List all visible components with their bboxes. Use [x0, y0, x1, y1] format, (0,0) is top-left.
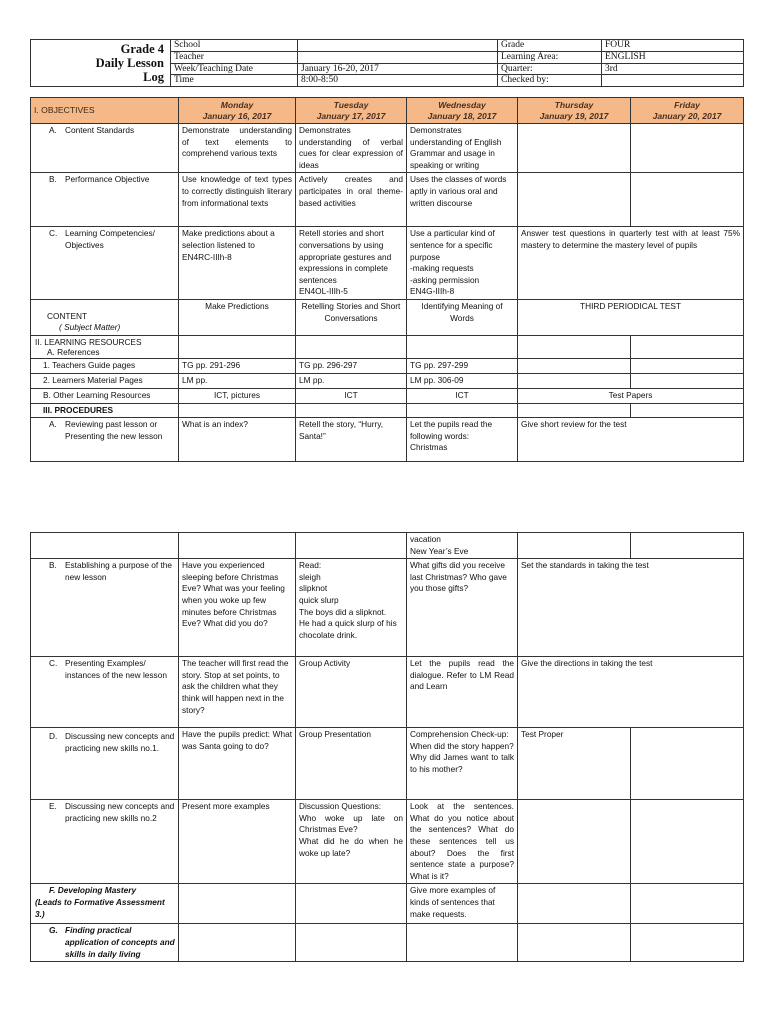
- other-resources-wed: ICT: [407, 388, 518, 403]
- developing-tue: [296, 884, 407, 924]
- learners-material-wed: LM pp. 306-09: [407, 373, 518, 388]
- discussing1-thu: Test Proper: [518, 728, 631, 800]
- developing-label: F. Developing Mastery (Leads to Formative Assessment 3.): [31, 884, 179, 924]
- presenting-thu-fri: Give the directions in taking the test: [518, 657, 744, 728]
- reviewing-mon: What is an index?: [179, 418, 296, 462]
- performance-mon: Use knowledge of text types to correctly distinguish literary from informational texts: [179, 173, 296, 227]
- discussing1-wed: Comprehension Check-up: When did the story happen? Why did James want to talk to his mother?: [407, 728, 518, 800]
- time-label: Time: [171, 75, 298, 87]
- performance-tue: Actively creates and participates in oral theme-based activities: [296, 173, 407, 227]
- presenting-tue: Group Activity: [296, 657, 407, 728]
- procedures-mon: [179, 403, 296, 418]
- competencies-tue: Retell stories and short conversations by using appropriate gestures and expressions in complete sentences EN4OL-IIIh-5: [296, 227, 407, 300]
- establishing-thu-fri: Set the standards in taking the test: [518, 559, 744, 657]
- other-resources-thu-fri: Test Papers: [518, 388, 744, 403]
- establishing-tue: Read: sleigh slipknot quick slurp The boys did a slipknot. He had a quick slurp of his chocolate drink.: [296, 559, 407, 657]
- area-value: ENGLISH: [602, 51, 744, 63]
- other-resources-mon: ICT, pictures: [179, 388, 296, 403]
- dll-table-page2: [30, 532, 744, 962]
- finding-thu: [518, 924, 631, 962]
- header-table: [30, 39, 744, 87]
- discussing1-mon: Have the pupils predict: What was Santa going to do?: [179, 728, 296, 800]
- school-value: [298, 40, 498, 52]
- presenting-mon: The teacher will first read the story. Stop at set points, to ask the children what they think will happen next in the story?: [179, 657, 296, 728]
- learners-material-mon: LM pp.: [179, 373, 296, 388]
- performance-wed: Uses the classes of words aptly in various oral and written discourse: [407, 173, 518, 227]
- learners-material-fri: [631, 373, 744, 388]
- continued-wed: vacation New Year’s Eve: [407, 533, 518, 559]
- discussing2-wed: Look at the sentences. What do you notice about the sentences? What do these sentences tell us about? Does the first sentence state a purpose? What is it?: [407, 800, 518, 884]
- teachers-guide-fri: [631, 358, 744, 373]
- content-mon: Make Predictions: [179, 299, 296, 335]
- discussing2-mon: Present more examples: [179, 800, 296, 884]
- continued-tue: [296, 533, 407, 559]
- content-standards-thu: [518, 124, 631, 173]
- content-label: CONTENT ( Subject Matter): [31, 299, 179, 335]
- reviewing-label: A. Reviewing past lesson or Presenting the new lesson: [31, 418, 179, 462]
- day-header-wednesday: Wednesday January 18, 2017: [407, 98, 518, 124]
- quarter-label: Quarter:: [498, 63, 602, 75]
- establishing-mon: Have you experienced sleeping before Christmas Eve? What was your feeling when you woke up few minutes before Christmas Eve? What did you do?: [179, 559, 296, 657]
- grade-label: Grade: [498, 40, 602, 52]
- reviewing-thu-fri: Give short review for the test: [518, 418, 744, 462]
- continued-thu: [518, 533, 631, 559]
- learning-resources-wed: [407, 335, 518, 358]
- checked-label: Checked by:: [498, 75, 602, 87]
- reviewing-wed: Let the pupils read the following words: Christmas: [407, 418, 518, 462]
- performance-fri: [631, 173, 744, 227]
- finding-wed: [407, 924, 518, 962]
- other-resources-label: B. Other Learning Resources: [31, 388, 179, 403]
- content-tue: Retelling Stories and Short Conversations: [296, 299, 407, 335]
- teachers-guide-label: 1. Teachers Guide pages: [31, 358, 179, 373]
- competencies-label: C. Learning Competencies/ Objectives: [31, 227, 179, 300]
- procedures-tue: [296, 403, 407, 418]
- finding-mon: [179, 924, 296, 962]
- finding-tue: [296, 924, 407, 962]
- reviewing-tue: Retell the story, “Hurry, Santa!”: [296, 418, 407, 462]
- presenting-label: C. Presenting Examples/ instances of the new lesson: [31, 657, 179, 728]
- learning-resources-thu: [518, 335, 631, 358]
- teachers-guide-wed: TG pp. 297-299: [407, 358, 518, 373]
- learning-resources-fri: [631, 335, 744, 358]
- school-label: School: [171, 40, 298, 52]
- time-value: 8:00-8:50: [298, 75, 498, 87]
- finding-fri: [631, 924, 744, 962]
- learners-material-label: 2. Learners Material Pages: [31, 373, 179, 388]
- area-label: Learning Area:: [498, 51, 602, 63]
- dll-title: [31, 40, 171, 87]
- grade-value: FOUR: [602, 40, 744, 52]
- teachers-guide-tue: TG pp. 296-297: [296, 358, 407, 373]
- other-resources-tue: ICT: [296, 388, 407, 403]
- content-wed: Identifying Meaning of Words: [407, 299, 518, 335]
- teacher-value: [298, 51, 498, 63]
- week-label: Week/Teaching Date: [171, 63, 298, 75]
- learning-resources-mon: [179, 335, 296, 358]
- content-standards-label: A. Content Standards: [31, 124, 179, 173]
- competencies-thu-fri: Answer test questions in quarterly test with at least 75% mastery to determine the mastery level of pupils: [518, 227, 744, 300]
- developing-mon: [179, 884, 296, 924]
- discussing1-label: D. Discussing new concepts and practicing new skills no.1.: [31, 728, 179, 800]
- continued-label: [31, 533, 179, 559]
- performance-thu: [518, 173, 631, 227]
- checked-value: [602, 75, 744, 87]
- procedures-fri: [631, 403, 744, 418]
- discussing2-label: E. Discussing new concepts and practicing new skills no.2: [31, 800, 179, 884]
- content-standards-tue: Demonstrates understanding of verbal cues for clear expression of ideas: [296, 124, 407, 173]
- procedures-thu: [518, 403, 631, 418]
- day-header-friday: Friday January 20, 2017: [631, 98, 744, 124]
- teacher-label: Teacher: [171, 51, 298, 63]
- procedures-wed: [407, 403, 518, 418]
- continued-mon: [179, 533, 296, 559]
- content-standards-mon: Demonstrate understanding of text elements to comprehend various texts: [179, 124, 296, 173]
- learning-resources-label: II. LEARNING RESOURCES A. References: [31, 335, 179, 358]
- discussing1-tue: Group Presentation: [296, 728, 407, 800]
- week-value: January 16-20, 2017: [298, 63, 498, 75]
- establishing-label: B. Establishing a purpose of the new lesson: [31, 559, 179, 657]
- competencies-wed: Use a particular kind of sentence for a specific purpose -making requests -asking permission EN4G-IIIh-8: [407, 227, 518, 300]
- dll-table-page1: [30, 97, 744, 462]
- day-header-thursday: Thursday January 19, 2017: [518, 98, 631, 124]
- teachers-guide-mon: TG pp. 291-296: [179, 358, 296, 373]
- discussing1-fri: [631, 728, 744, 800]
- day-header-tuesday: Tuesday January 17, 2017: [296, 98, 407, 124]
- developing-wed: Give more examples of kinds of sentences that make requests.: [407, 884, 518, 924]
- day-header-monday: Monday January 16, 2017: [179, 98, 296, 124]
- discussing2-fri: [631, 800, 744, 884]
- title-dll: Daily Lesson: [95, 56, 164, 70]
- competencies-mon: Make predictions about a selection listened to EN4RC-IIIh-8: [179, 227, 296, 300]
- learning-resources-tue: [296, 335, 407, 358]
- teachers-guide-thu: [518, 358, 631, 373]
- content-standards-wed: Demonstrates understanding of English Grammar and usage in speaking or writing: [407, 124, 518, 173]
- content-thu-fri: THIRD PERIODICAL TEST: [518, 299, 744, 335]
- title-log: Log: [143, 70, 164, 84]
- performance-label: B. Performance Objective: [31, 173, 179, 227]
- developing-fri: [631, 884, 744, 924]
- presenting-wed: Let the pupils read the dialogue. Refer to LM Read and Learn: [407, 657, 518, 728]
- learners-material-tue: LM pp.: [296, 373, 407, 388]
- developing-thu: [518, 884, 631, 924]
- procedures-label: III. PROCEDURES: [31, 403, 179, 418]
- discussing2-tue: Discussion Questions: Who woke up late on Christmas Eve? What did he do when he woke up late?: [296, 800, 407, 884]
- content-standards-fri: [631, 124, 744, 173]
- establishing-wed: What gifts did you receive last Christmas? Who gave you those gifts?: [407, 559, 518, 657]
- learners-material-thu: [518, 373, 631, 388]
- discussing2-thu: [518, 800, 631, 884]
- title-grade: Grade 4: [120, 42, 164, 56]
- quarter-value: 3rd: [602, 63, 744, 75]
- finding-label: G. Finding practical application of concepts and skills in daily living: [31, 924, 179, 962]
- continued-fri: [631, 533, 744, 559]
- objectives-heading: I. OBJECTIVES: [31, 98, 179, 124]
